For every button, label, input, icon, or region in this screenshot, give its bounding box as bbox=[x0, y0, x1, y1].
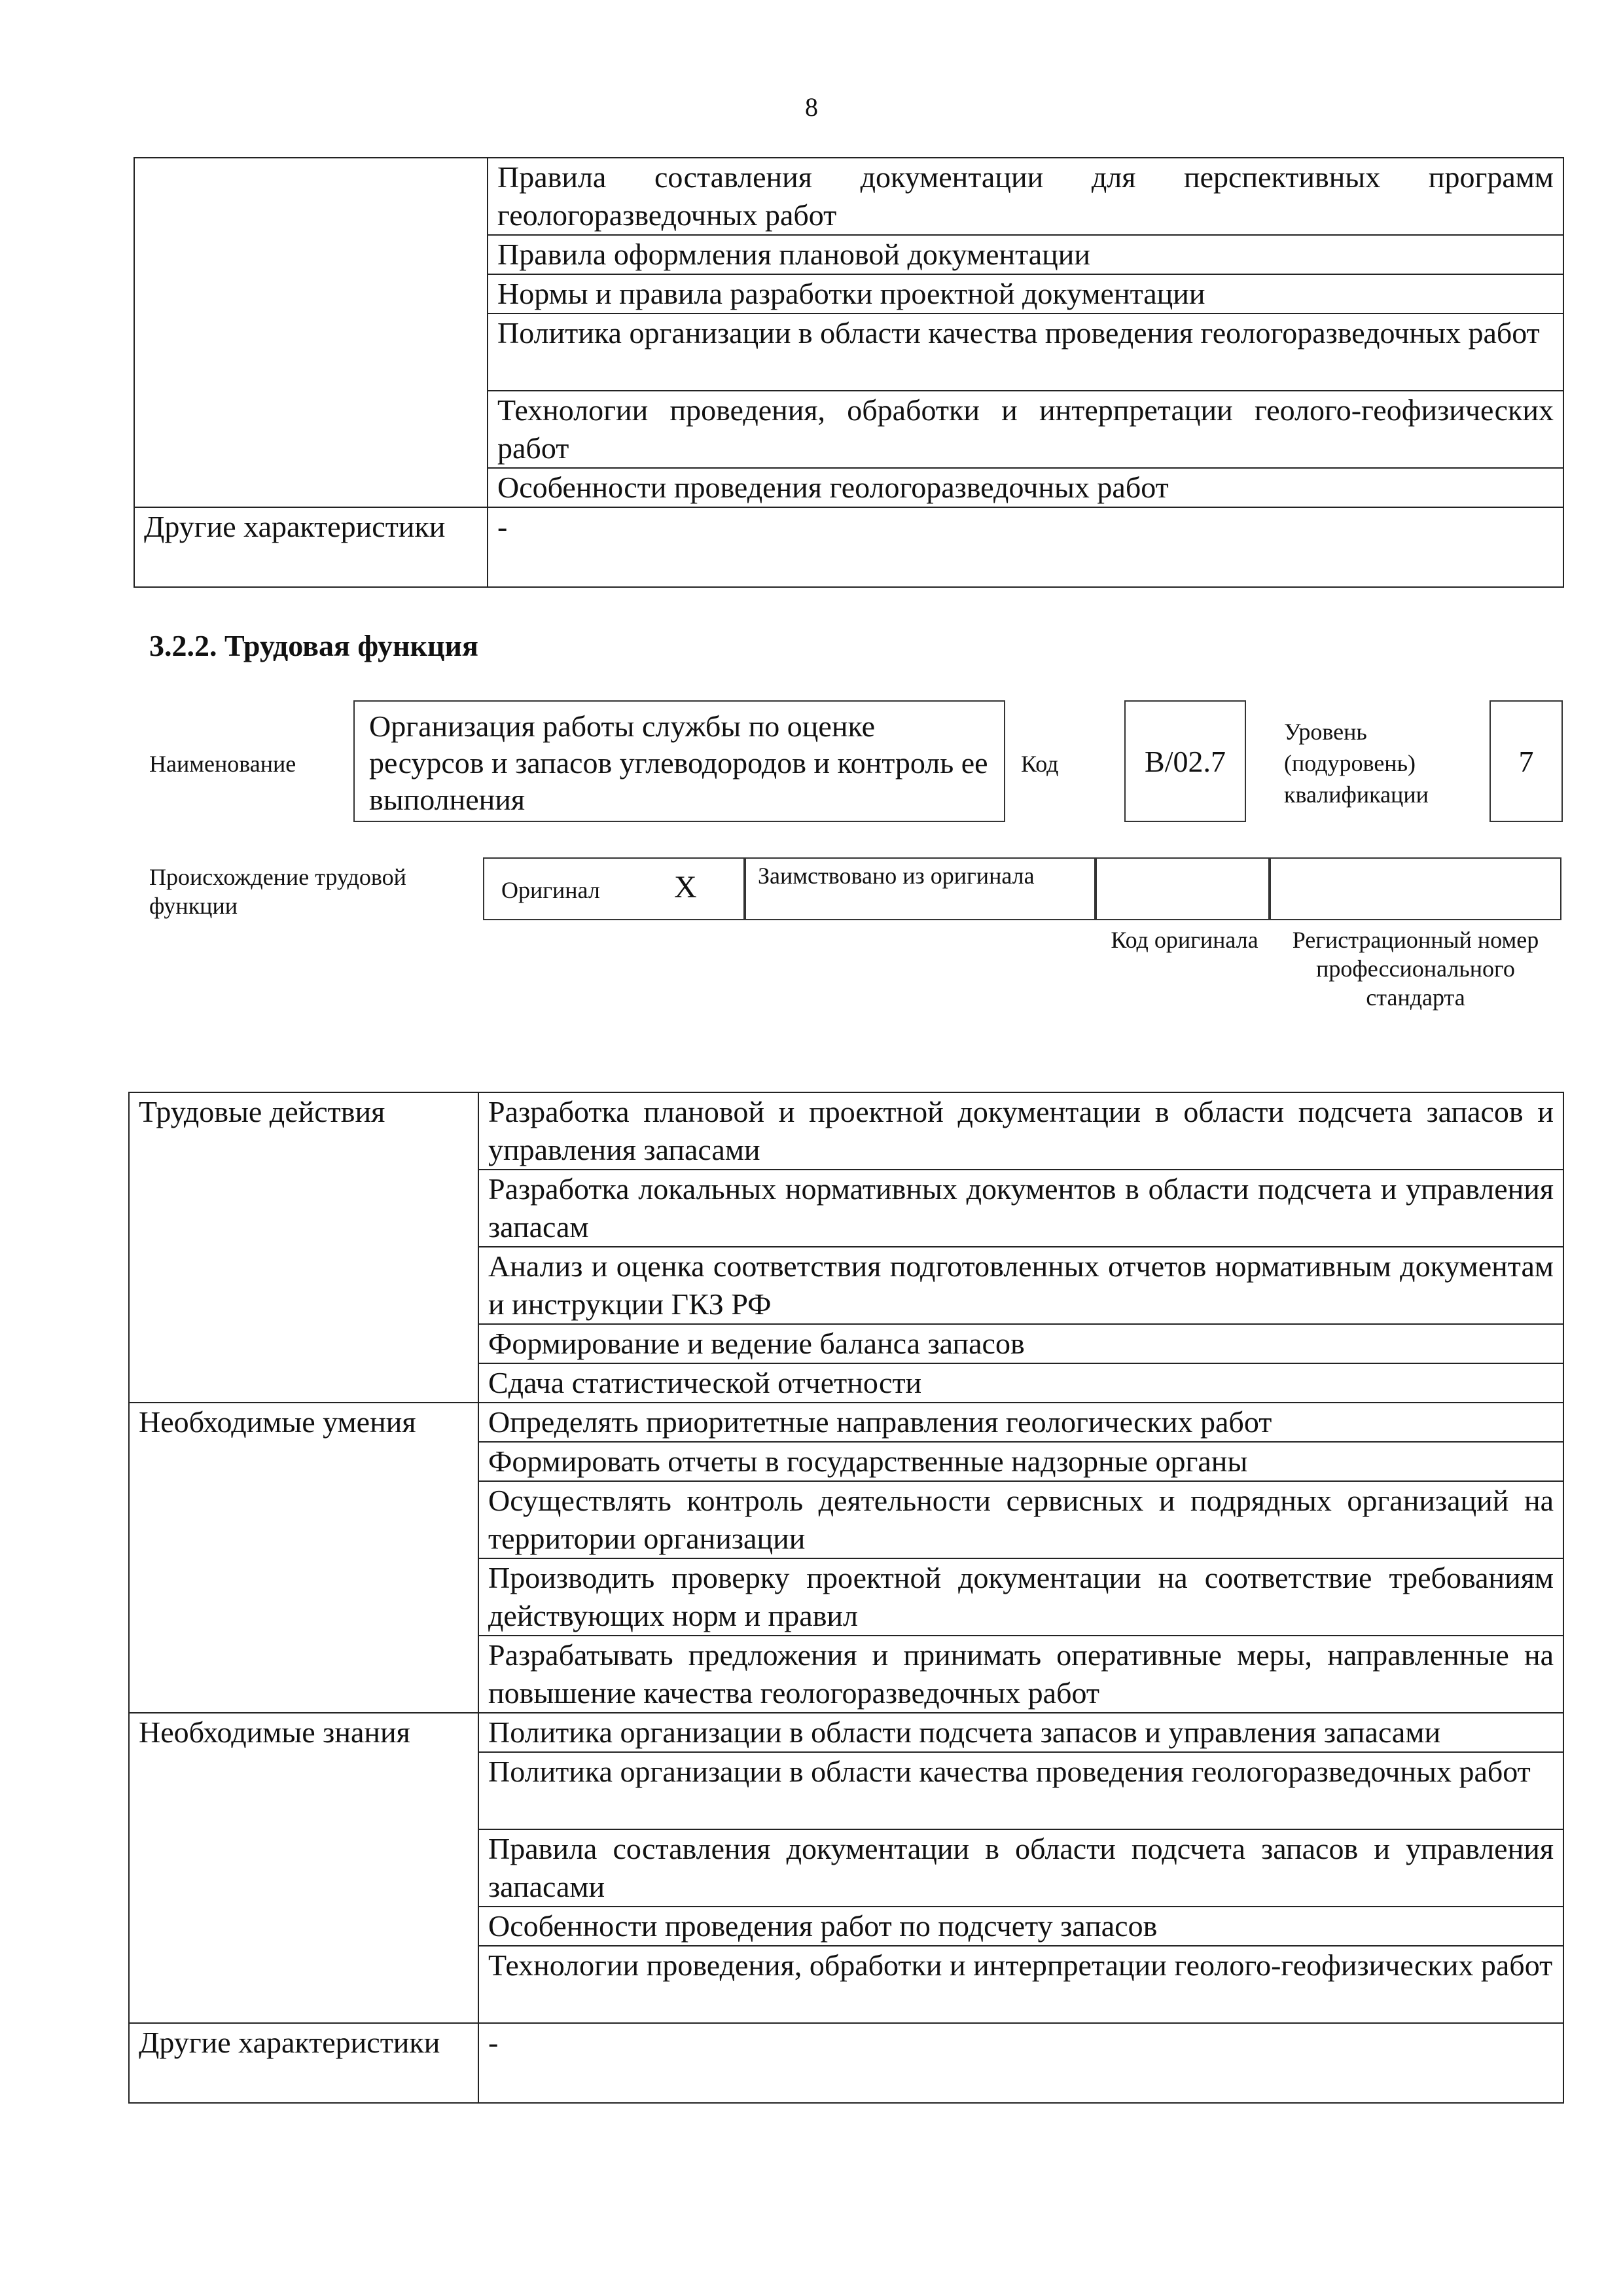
top-table-row: Политика организации в области качества проведения геологоразведочных работ bbox=[488, 314, 1563, 391]
skill-row: Определять приоритетные направления геологических работ bbox=[478, 1403, 1563, 1442]
knowledge-label: Необходимые знания bbox=[129, 1713, 478, 2023]
knowledge-row: Особенности проведения работ по подсчету запасов bbox=[478, 1907, 1563, 1946]
skill-row: Разрабатывать предложения и принимать оперативные меры, направленные на повышение качества геологоразведочных работ bbox=[478, 1636, 1563, 1713]
name-label: Наименование bbox=[149, 751, 296, 777]
main-other-value: - bbox=[478, 2023, 1563, 2103]
skills-label: Необходимые умения bbox=[129, 1403, 478, 1713]
skill-row: Формировать отчеты в государственные надзорные органы bbox=[478, 1442, 1563, 1481]
level-label-3: квалификации bbox=[1284, 781, 1429, 808]
knowledge-row: Технологии проведения, обработки и интерпретации геолого-геофизических работ bbox=[478, 1946, 1563, 2023]
action-row: Формирование и ведение баланса запасов bbox=[478, 1324, 1563, 1363]
code-label: Код bbox=[1021, 751, 1059, 777]
page-number: 8 bbox=[805, 92, 818, 122]
top-table bbox=[134, 157, 1564, 588]
top-other-label: Другие характеристики bbox=[134, 507, 488, 587]
top-table-row: Технологии проведения, обработки и интерпретации геолого-геофизических работ bbox=[488, 391, 1563, 468]
level-value-box: 7 bbox=[1489, 700, 1563, 822]
actions-label: Трудовые действия bbox=[129, 1092, 478, 1403]
action-row: Разработка локальных нормативных документов в области подсчета и управления запасам bbox=[478, 1170, 1563, 1247]
section-title: 3.2.2. Трудовая функция bbox=[149, 629, 478, 662]
skill-row: Производить проверку проектной документации на соответствие требованиям действующих норм и правил bbox=[478, 1558, 1563, 1636]
action-row: Разработка плановой и проектной документации в области подсчета запасов и управления запасами bbox=[478, 1092, 1563, 1170]
level-label-2: (подуровень) bbox=[1284, 750, 1416, 776]
original-cell bbox=[483, 857, 745, 920]
borrowed-label: Заимствовано из оригинала bbox=[745, 857, 1096, 920]
top-table-row: Особенности проведения геологоразведочных работ bbox=[488, 468, 1563, 507]
reg-number-label: Регистрационный номер профессионального стандарта bbox=[1292, 927, 1539, 1011]
level-label-1: Уровень bbox=[1284, 719, 1367, 745]
top-table-row: Нормы и правила разработки проектной документации bbox=[488, 274, 1563, 314]
function-name-box: Организация работы службы по оценке ресурсов и запасов углеводородов и контроль ее выполнения bbox=[353, 700, 1005, 822]
main-other-label: Другие характеристики bbox=[129, 2023, 478, 2103]
top-other-value: - bbox=[488, 507, 1563, 587]
main-table bbox=[128, 1092, 1564, 2104]
origin-label: Происхождение трудовой функции bbox=[149, 864, 406, 919]
origin-row bbox=[483, 857, 1561, 920]
code-original-label: Код оригинала bbox=[1111, 927, 1258, 953]
skill-row: Осуществлять контроль деятельности сервисных и подрядных организаций на территории организации bbox=[478, 1481, 1563, 1558]
function-code-box: B/02.7 bbox=[1124, 700, 1246, 822]
knowledge-row: Политика организации в области подсчета запасов и управления запасами bbox=[478, 1713, 1563, 1752]
code-original-cell bbox=[1096, 857, 1270, 920]
action-row: Анализ и оценка соответствия подготовленных отчетов нормативным документам и инструкции ГКЗ РФ bbox=[478, 1247, 1563, 1324]
reg-number-cell bbox=[1270, 857, 1561, 920]
original-mark: X bbox=[674, 870, 697, 905]
knowledge-row: Правила составления документации в области подсчета запасов и управления запасами bbox=[478, 1829, 1563, 1907]
top-table-row: Правила оформления плановой документации bbox=[488, 235, 1563, 274]
original-label: Оригинал bbox=[501, 877, 600, 903]
knowledge-row: Политика организации в области качества проведения геологоразведочных работ bbox=[478, 1752, 1563, 1829]
top-table-row: Правила составления документации для перспективных программ геологоразведочных работ bbox=[488, 158, 1563, 235]
action-row: Сдача статистической отчетности bbox=[478, 1363, 1563, 1403]
top-table-label-cell bbox=[134, 158, 488, 507]
